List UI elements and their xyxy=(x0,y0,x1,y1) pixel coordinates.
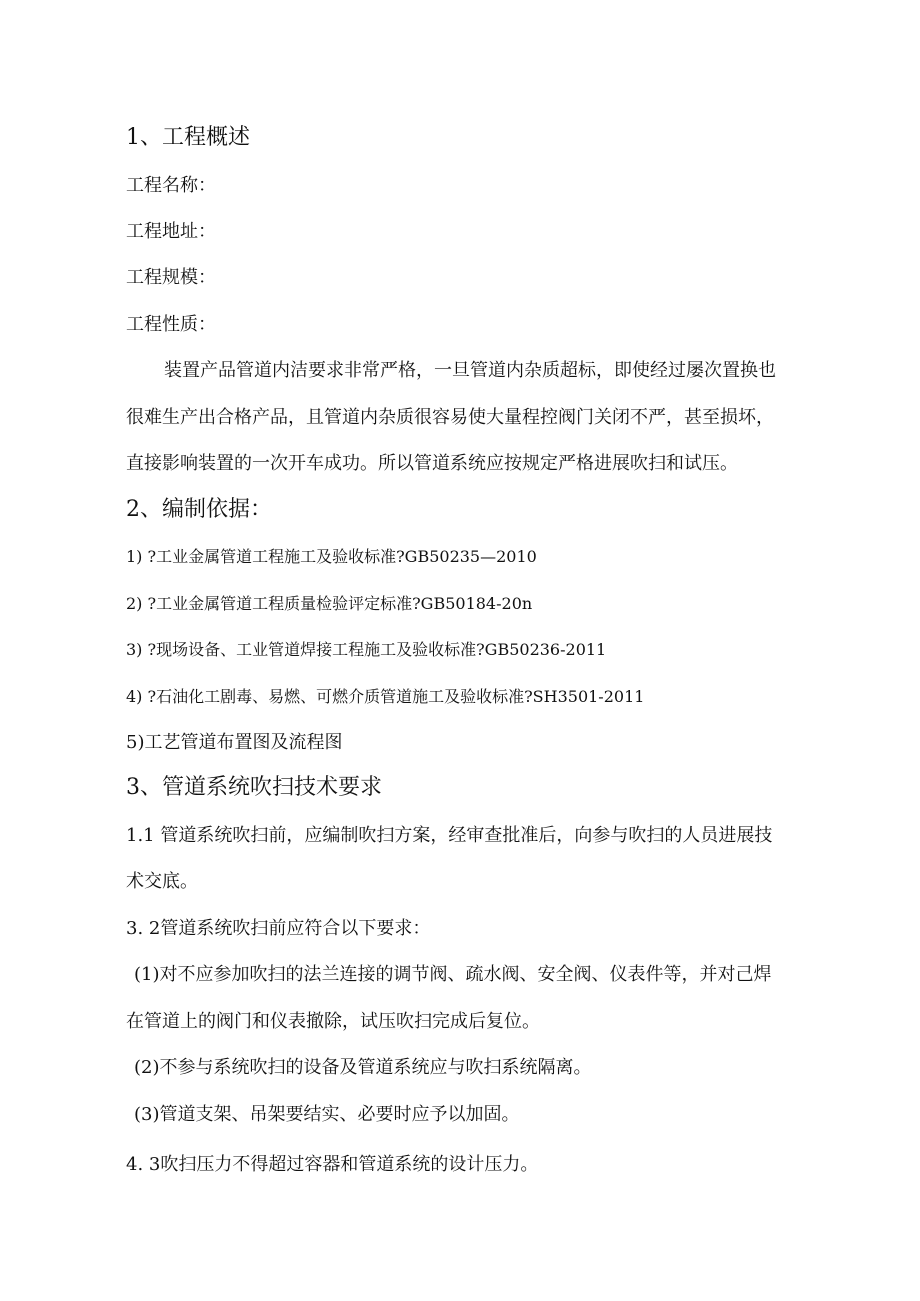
overview-paragraph-line: 装置产品管道内洁要求非常严格，一旦管道内杂质超标，即使经过屡次置换也 xyxy=(164,360,776,381)
requirement-subitem: (2)不参与系统吹扫的设备及管道系统应与吹扫系统隔离。 xyxy=(134,1057,592,1078)
overview-paragraph-line: 很难生产出合格产品，且管道内杂质很容易使大量程控阀门关闭不严，甚至损坏， xyxy=(126,407,774,428)
requirement-subitem-line: 在管道上的阀门和仪表撤除，试压吹扫完成后复位。 xyxy=(126,1011,540,1032)
project-address-label: 工程地址： xyxy=(126,221,216,242)
basis-item: 2) ?工业金属管道工程质量检验评定标准?GB50184-20n xyxy=(126,594,533,613)
basis-item: 3) ?现场设备、工业管道焊接工程施工及验收标准?GB50236-2011 xyxy=(126,640,607,659)
requirement-paragraph-line: 术交底。 xyxy=(126,871,198,892)
section2-heading: 2、编制依据： xyxy=(126,497,272,522)
requirement-subitem: (3)管道支架、吊架要结实、必要时应予以加固。 xyxy=(134,1104,520,1125)
basis-item: 4) ?石油化工剧毒、易燃、可燃介质管道施工及验收标准?SH3501-2011 xyxy=(126,687,645,706)
project-nature-label: 工程性质： xyxy=(126,314,216,335)
section3-heading: 3、管道系统吹扫技术要求 xyxy=(126,775,382,800)
project-scale-label: 工程规模： xyxy=(126,267,216,288)
requirement-paragraph: 4. 3吹扫压力不得超过容器和管道系统的设计压力。 xyxy=(126,1154,539,1175)
overview-paragraph-line: 直接影响装置的一次开车成功。所以管道系统应按规定严格进展吹扫和试压。 xyxy=(126,453,738,474)
requirement-paragraph: 3. 2管道系统吹扫前应符合以下要求： xyxy=(126,918,431,939)
basis-item: 5)工艺管道布置图及流程图 xyxy=(126,732,343,753)
project-name-label: 工程名称： xyxy=(126,175,216,196)
requirement-subitem-line: (1)对不应参加吹扫的法兰连接的调节阀、疏水阀、安全阀、仪表件等，并对己焊 xyxy=(134,964,772,985)
section1-heading: 1、工程概述 xyxy=(126,125,250,150)
basis-item: 1) ?工业金属管道工程施工及验收标准?GB50235—2010 xyxy=(126,547,537,566)
requirement-paragraph-line: 1.1 管道系统吹扫前，应编制吹扫方案，经审查批准后，向参与吹扫的人员进展技 xyxy=(126,825,773,846)
